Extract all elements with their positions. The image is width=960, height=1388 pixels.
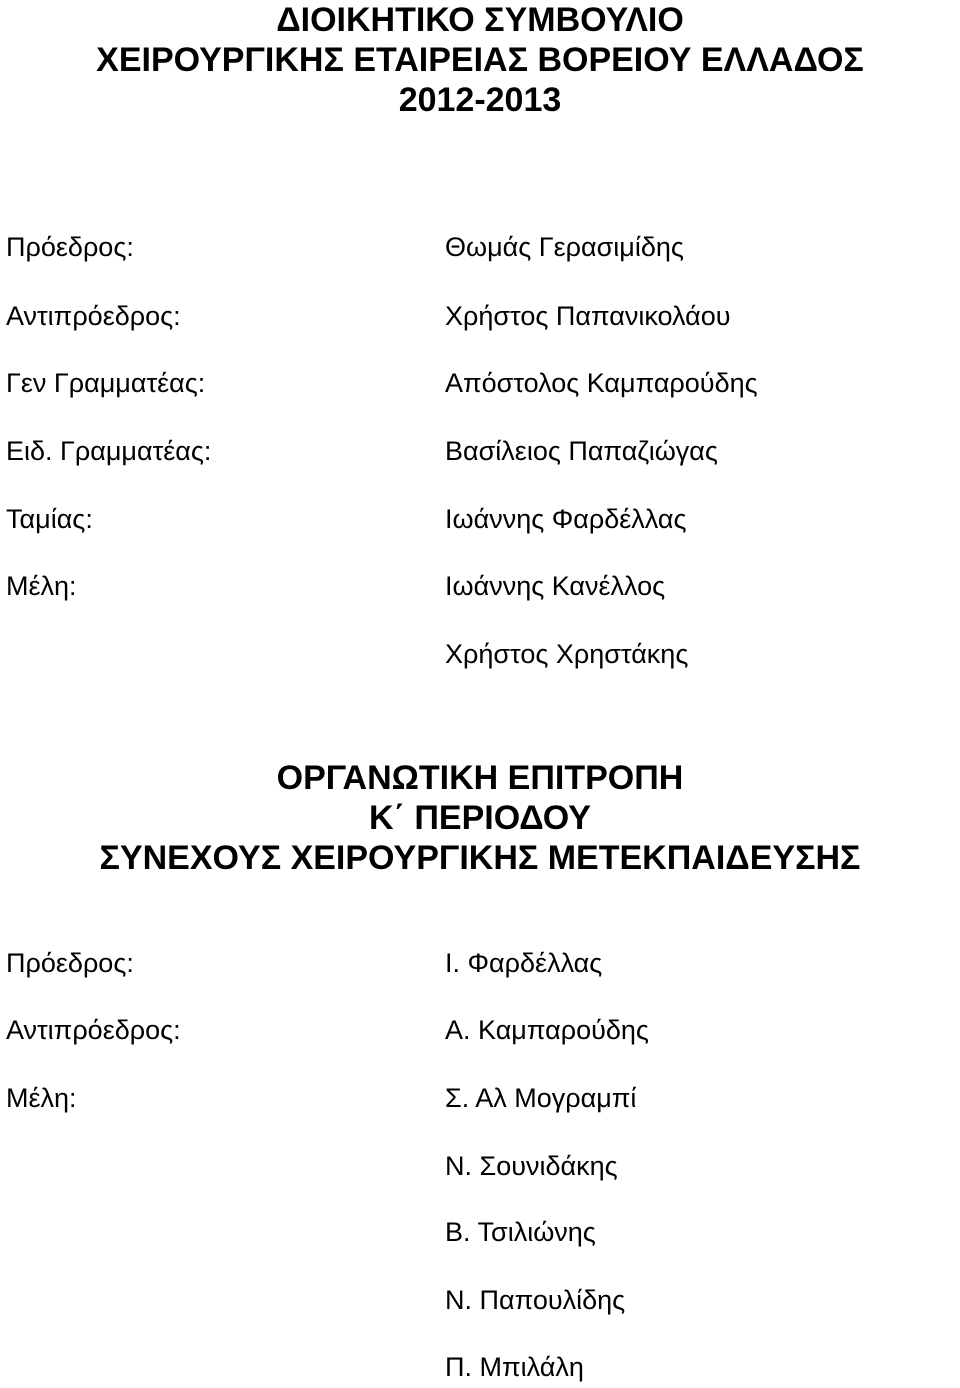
role-label: Γεν Γραμματέας: xyxy=(6,368,206,398)
member-name: Ι. Φαρδέλλας xyxy=(445,948,603,978)
committee-title-line: ΣΥΝΕΧΟΥΣ ΧΕΙΡΟΥΡΓΙΚΗΣ ΜΕΤΕΚΠΑΙΔΕΥΣΗΣ xyxy=(99,839,861,877)
role-label: Ταμίας: xyxy=(6,504,93,534)
committee-title-line: Κ΄ ΠΕΡΙΟΔΟΥ xyxy=(369,799,591,837)
member-name: Β. Τσιλιώνης xyxy=(445,1217,596,1247)
member-name: Α. Καμπαρούδης xyxy=(445,1015,649,1045)
role-label: Πρόεδρος: xyxy=(6,948,134,978)
member-name: Θωμάς Γερασιμίδης xyxy=(445,232,684,262)
role-label: Μέλη: xyxy=(6,1083,77,1113)
board-title-line: ΔΙΟΙΚΗΤΙΚΟ ΣΥΜΒΟΥΛΙΟ xyxy=(276,1,684,39)
member-name: Ν. Παπουλίδης xyxy=(445,1285,626,1315)
board-title-line: 2012-2013 xyxy=(398,81,562,119)
member-name: Π. Μπιλάλη xyxy=(445,1352,584,1382)
member-name: Βασίλειος Παπαζιώγας xyxy=(445,436,718,466)
committee-title xyxy=(0,758,960,878)
member-name: Σ. Αλ Μογραμπί xyxy=(445,1083,637,1113)
role-label: Αντιπρόεδρος: xyxy=(6,301,181,331)
member-name: Ιωάννης Κανέλλος xyxy=(445,571,666,601)
member-name: Χρήστος Χρηστάκης xyxy=(445,639,689,669)
role-label: Αντιπρόεδρος: xyxy=(6,1015,181,1045)
board-title xyxy=(0,0,960,120)
member-name: Ιωάννης Φαρδέλλας xyxy=(445,504,687,534)
member-name: Ν. Σουνιδάκης xyxy=(445,1151,618,1181)
role-label: Μέλη: xyxy=(6,571,77,601)
role-label: Πρόεδρος: xyxy=(6,232,134,262)
role-label: Ειδ. Γραμματέας: xyxy=(6,436,212,466)
board-title-line: ΧΕΙΡΟΥΡΓΙΚΗΣ ΕΤΑΙΡΕΙΑΣ ΒΟΡΕΙΟΥ ΕΛΛΑΔΟΣ xyxy=(96,41,864,79)
member-name: Απόστολος Καμπαρούδης xyxy=(445,368,758,398)
member-name: Χρήστος Παπανικολάου xyxy=(445,301,731,331)
committee-title-line: ΟΡΓΑΝΩΤΙΚΗ ΕΠΙΤΡΟΠΗ xyxy=(276,759,684,797)
